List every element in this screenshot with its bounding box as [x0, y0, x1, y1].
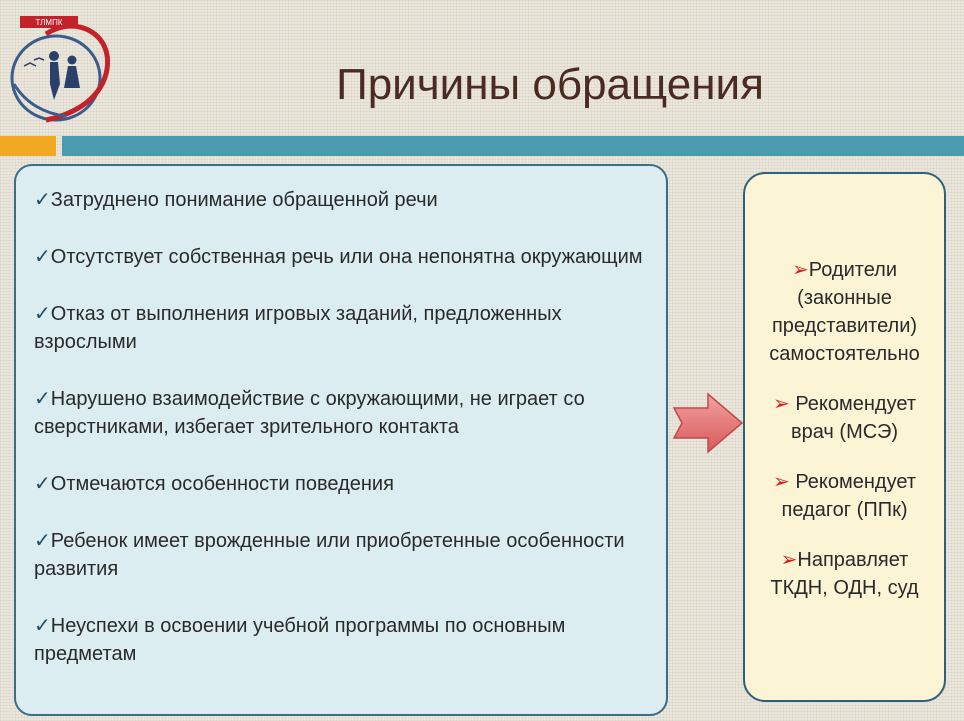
logo-emblem-icon — [6, 4, 128, 126]
arrowhead-bullet-icon: ➢ — [792, 259, 809, 281]
reason-item: ✓Нарушено взаимодействие с окружающими, не играет со сверстниками, избегает зрительного контакта — [34, 388, 585, 438]
arrowhead-bullet-icon: ➢ — [773, 393, 790, 415]
blue-accent-bar — [62, 136, 964, 156]
page-title: Причины обращения — [336, 60, 764, 109]
checkmark-icon: ✓ — [34, 473, 51, 495]
source-item: ➢ Рекомендует педагог (ППк) — [773, 471, 916, 521]
reason-item: ✓Отсутствует собственная речь или она непонятна окружающим — [34, 246, 643, 268]
reasons-panel — [14, 164, 668, 716]
checkmark-icon: ✓ — [34, 388, 51, 410]
checkmark-icon: ✓ — [34, 189, 51, 211]
source-item: ➢ Рекомендует врач (МСЭ) — [773, 393, 916, 443]
arrowhead-bullet-icon: ➢ — [773, 471, 790, 493]
reason-item: ✓Затруднено понимание обращенной речи — [34, 189, 438, 211]
arrowhead-bullet-icon: ➢ — [780, 549, 798, 571]
reason-item: ✓Неуспехи в освоении учебной программы по основным предметам — [34, 615, 566, 665]
source-item: ➢Направляет ТКДН, ОДН, суд — [770, 549, 919, 599]
checkmark-icon: ✓ — [34, 530, 51, 552]
reason-item: ✓Отмечаются особенности поведения — [34, 473, 394, 495]
reason-item: ✓Ребенок имеет врожденные или приобретенные особенности развития — [34, 530, 625, 580]
orange-accent-bar — [0, 136, 56, 156]
reason-item: ✓Отказ от выполнения игровых заданий, предложенных взрослыми — [34, 303, 562, 353]
checkmark-icon: ✓ — [34, 615, 51, 637]
logo-label: ТЛМПК — [35, 18, 63, 27]
checkmark-icon: ✓ — [34, 303, 51, 325]
checkmark-icon: ✓ — [34, 246, 51, 268]
sources-panel — [743, 172, 946, 702]
source-item: ➢Родители (законные представители) самостоятельно — [769, 259, 920, 365]
right-arrow-icon — [672, 392, 744, 454]
